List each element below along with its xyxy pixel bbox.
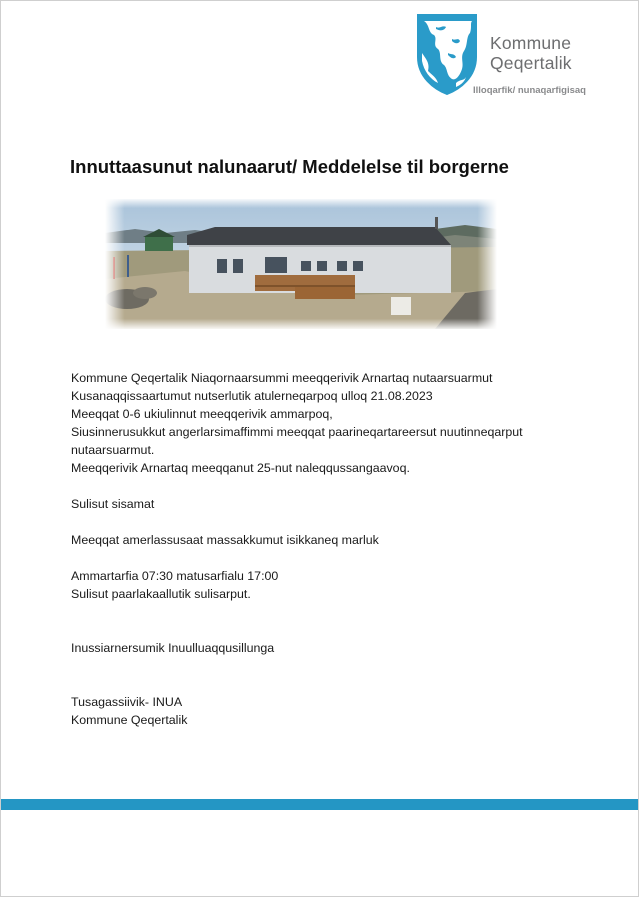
body-line: Siusinnerusukkut angerlarsimaffimmi meeqqat paarineqartareersut nuutinneqarput [71,425,523,439]
page-title: Innuttaasunut nalunaarut/ Meddelelse til borgerne [70,156,509,177]
municipality-name [490,33,572,73]
body-line: Meeqqat 0-6 ukiulinnut meeqqerivik ammarpoq, [71,407,333,421]
municipality-name-line2: Qeqertalik [490,53,572,73]
municipality-name-line1: Kommune [490,33,572,53]
body-line: Kusanaqqissaartumut nutserlutik atulerneqarpoq ulloq 21.08.2023 [71,389,433,403]
announcement-body [71,369,591,729]
staff-count-line: Sulisut sisamat [71,497,155,511]
body-line: Meeqqerivik Arnartaq meeqqanut 25-nut naleqqussangaavoq. [71,461,410,475]
children-count-line: Meeqqat amerlassusaat massakkumut isikkaneq marluk [71,533,379,547]
body-line: Kommune Qeqertalik Niaqornaarsummi meeqqerivik Arnartaq nutaarsuarmut [71,371,493,385]
kindergarten-building-photo [105,199,497,329]
municipal-shield-icon [416,13,478,95]
municipality-logo [416,13,616,103]
signature-line: Tusagassiivik- INUA [71,695,183,709]
municipality-tagline: Illoqarfik/ nunaqarfigisaq [473,85,586,96]
opening-hours-line: Ammartarfia 07:30 matusarfialu 17:00 [71,569,279,583]
staff-shift-line: Sulisut paarlakaallutik sulisarput. [71,587,251,601]
body-line: nutaarsuarmut. [71,443,155,457]
greeting-line: Inussiarnersumik Inuulluaqqusillunga [71,641,275,655]
footer-bar [1,799,638,810]
signature-line: Kommune Qeqertalik [71,713,188,727]
